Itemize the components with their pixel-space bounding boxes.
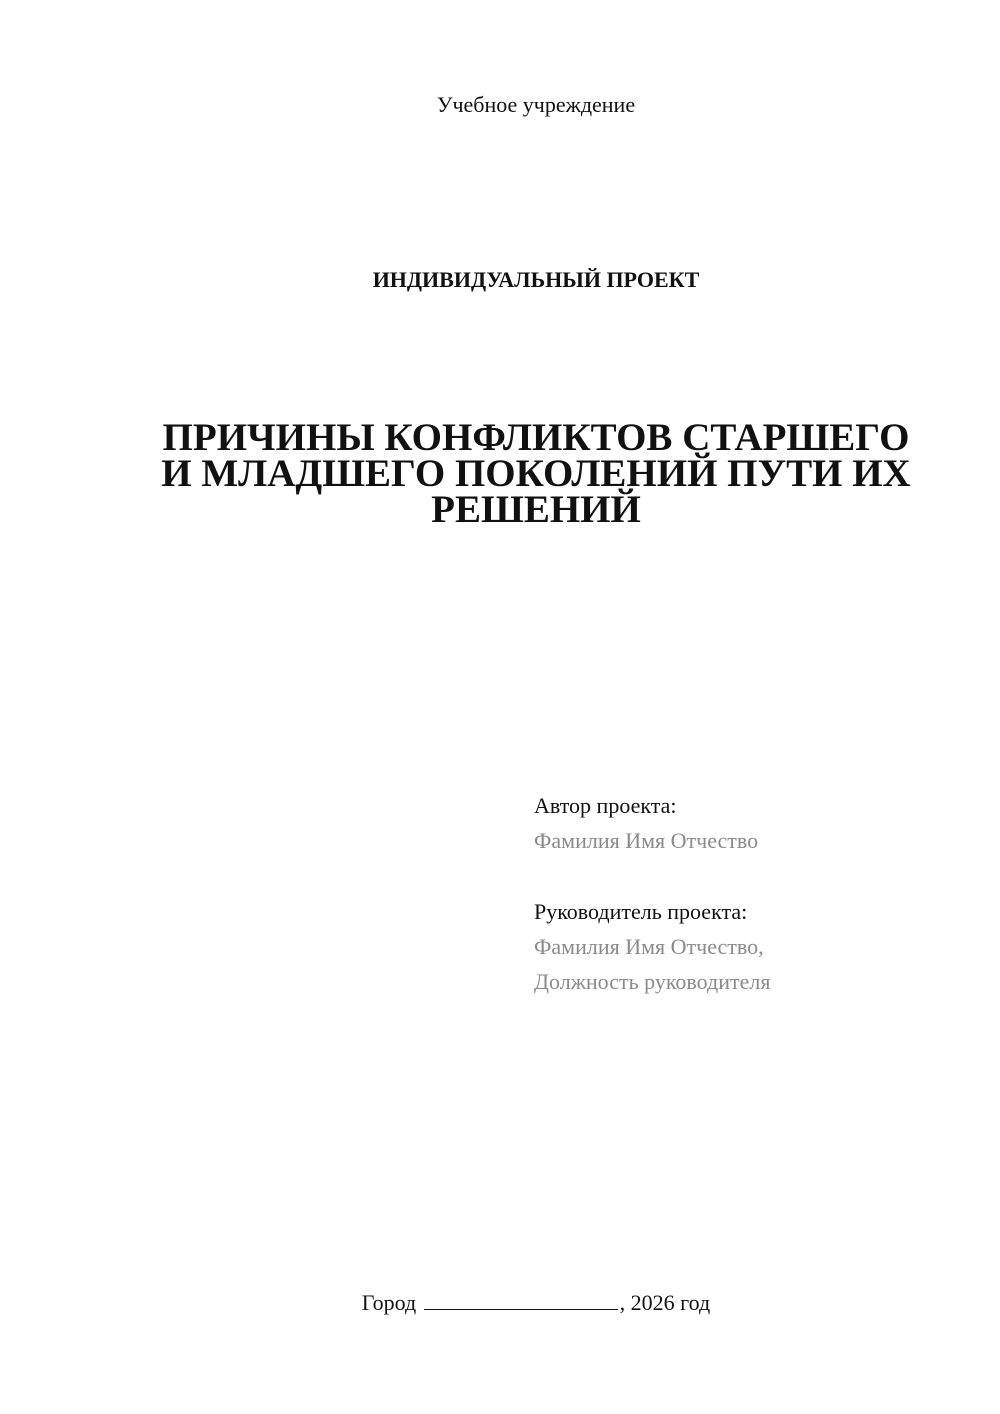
title-line-1: ПРИЧИНЫ КОНФЛИКТОВ СТАРШЕГО: [162, 416, 910, 459]
document-type: ИНДИВИДУАЛЬНЫЙ ПРОЕКТ: [372, 267, 700, 292]
title-line-3: РЕШЕНИЙ: [431, 488, 641, 531]
author-label: Автор проекта:: [534, 793, 677, 818]
city-blank-line: [424, 1291, 618, 1310]
supervisor-position: Должность руководителя: [534, 969, 771, 994]
year-text: , 2026 год: [619, 1290, 711, 1315]
city-label: Город: [361, 1290, 417, 1315]
institution-name: Учебное учреждение: [436, 92, 636, 117]
supervisor-label: Руководитель проекта:: [534, 899, 748, 924]
city-year-line: [0, 1290, 1000, 1316]
author-name: Фамилия Имя Отчество: [534, 828, 759, 853]
author-block: [534, 788, 954, 858]
title-line-2: И МЛАДШЕГО ПОКОЛЕНИЙ ПУТИ ИХ: [161, 452, 911, 495]
document-title: [150, 416, 922, 531]
supervisor-block: [534, 894, 954, 999]
supervisor-name: Фамилия Имя Отчество,: [534, 934, 764, 959]
